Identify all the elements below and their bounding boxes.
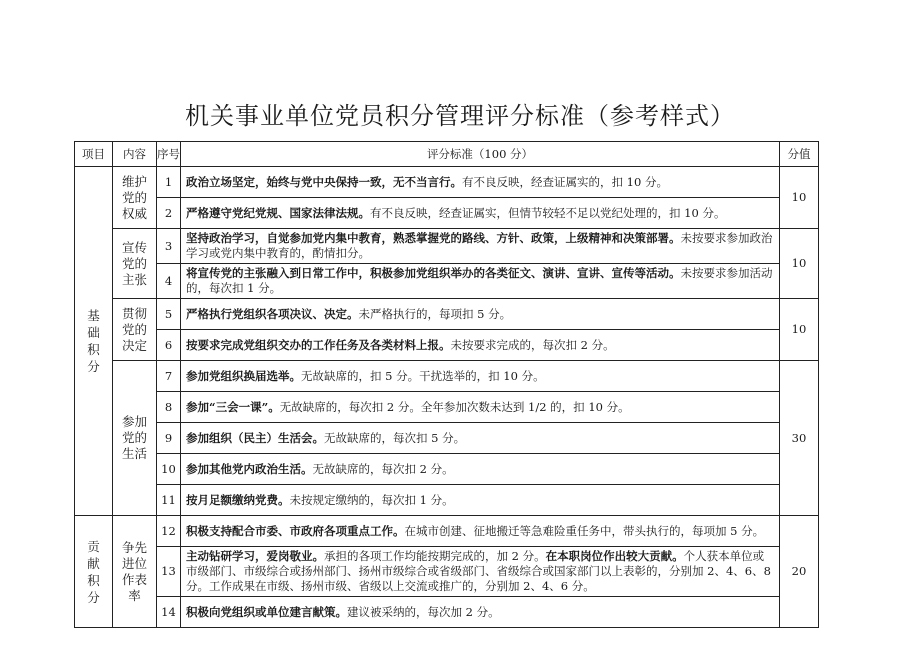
header-row bbox=[75, 142, 819, 167]
row-standard: 按月足额缴纳党费。未按规定缴纳的，每次扣 1 分。 bbox=[181, 485, 780, 516]
table-row bbox=[75, 423, 819, 454]
row-number: 5 bbox=[157, 299, 181, 330]
group-score: 10 bbox=[780, 299, 819, 361]
header-number: 序号 bbox=[157, 142, 181, 167]
group-score: 30 bbox=[780, 361, 819, 516]
row-standard: 参加“三会一课”。无故缺席的，每次扣 2 分。全年参加次数未达到 1/2 的，扣 10 分。 bbox=[181, 392, 780, 423]
group-cell bbox=[113, 229, 157, 299]
row-standard: 政治立场坚定，始终与党中央保持一致，无不当言行。有不良反映，经查证属实的，扣 10 分。 bbox=[181, 167, 780, 198]
table-row bbox=[75, 198, 819, 229]
row-number: 2 bbox=[157, 198, 181, 229]
row-standard: 参加党组织换届选举。无故缺席的，扣 5 分。干扰选举的，扣 10 分。 bbox=[181, 361, 780, 392]
table-row bbox=[75, 485, 819, 516]
row-standard: 积极支持配合市委、市政府各项重点工作。在城市创建、征地搬迁等急难险重任务中，带头执行的，每项加 5 分。 bbox=[181, 516, 780, 547]
row-number: 9 bbox=[157, 423, 181, 454]
page-title: 机关事业单位党员积分管理评分标准（参考样式） bbox=[185, 102, 735, 130]
header-standard: 评分标准（100 分） bbox=[181, 142, 780, 167]
table-row bbox=[75, 392, 819, 423]
table-row bbox=[75, 330, 819, 361]
row-number: 1 bbox=[157, 167, 181, 198]
row-number: 12 bbox=[157, 516, 181, 547]
header-content: 内容 bbox=[113, 142, 157, 167]
group-exemplary: 争先进位作表率 bbox=[121, 539, 147, 603]
header-score: 分值 bbox=[780, 142, 819, 167]
scoring-table bbox=[74, 141, 819, 628]
group-score: 20 bbox=[780, 516, 819, 628]
row-standard: 按要求完成党组织交办的工作任务及各类材料上报。未按要求完成的，每次扣 2 分。 bbox=[181, 330, 780, 361]
group-authority: 维护党的权威 bbox=[121, 173, 147, 221]
row-number: 14 bbox=[157, 597, 181, 628]
row-standard: 严格遵守党纪党规、国家法律法规。有不良反映，经查证属实，但情节较轻不足以党纪处理的，扣 10 分。 bbox=[181, 198, 780, 229]
group-score: 10 bbox=[780, 229, 819, 299]
table-row bbox=[75, 597, 819, 628]
row-number: 8 bbox=[157, 392, 181, 423]
table-row bbox=[75, 547, 819, 597]
row-number: 7 bbox=[157, 361, 181, 392]
row-number: 4 bbox=[157, 264, 181, 299]
category-cell bbox=[75, 167, 113, 516]
row-standard: 坚持政治学习，自觉参加党内集中教育，熟悉掌握党的路线、方针、政策，上级精神和决策部署。未按要求参加政治学习或党内集中教育的，酌情扣分。 bbox=[181, 229, 780, 264]
table-row bbox=[75, 229, 819, 264]
group-cell bbox=[113, 167, 157, 229]
row-standard: 主动钻研学习，爱岗敬业。承担的各项工作均能按期完成的，加 2 分。在本职岗位作出较大贡献。个人获本单位或市级部门、市级综合或扬州部门、扬州市级综合或省级部门、省级综合或国家部门以上表彰的，分别加 2、4、6、8 分。工作成果在市级、扬州市级、省级以上交流或推广的，分别加 2、4、6 分。 bbox=[181, 547, 780, 597]
row-number: 13 bbox=[157, 547, 181, 597]
row-number: 3 bbox=[157, 229, 181, 264]
row-standard: 积极向党组织或单位建言献策。建议被采纳的，每次加 2 分。 bbox=[181, 597, 780, 628]
row-standard: 严格执行党组织各项决议、决定。未严格执行的，每项扣 5 分。 bbox=[181, 299, 780, 330]
header-project: 项目 bbox=[75, 142, 113, 167]
row-standard: 参加其他党内政治生活。无故缺席的，每次扣 2 分。 bbox=[181, 454, 780, 485]
table-row bbox=[75, 299, 819, 330]
category-basic: 基础积分 bbox=[87, 308, 100, 374]
row-number: 10 bbox=[157, 454, 181, 485]
group-cell bbox=[113, 516, 157, 628]
category-cell bbox=[75, 516, 113, 628]
table-row bbox=[75, 454, 819, 485]
group-cell bbox=[113, 299, 157, 361]
category-contribution: 贡献积分 bbox=[87, 538, 100, 605]
table-row bbox=[75, 516, 819, 547]
group-implement: 贯彻党的决定 bbox=[121, 305, 147, 353]
row-number: 6 bbox=[157, 330, 181, 361]
table-row bbox=[75, 361, 819, 392]
group-score: 10 bbox=[780, 167, 819, 229]
row-standard: 参加组织（民主）生活会。无故缺席的，每次扣 5 分。 bbox=[181, 423, 780, 454]
row-standard: 将宣传党的主张融入到日常工作中，积极参加党组织举办的各类征文、演讲、宣讲、宣传等活动。未按要求参加活动的，每次扣 1 分。 bbox=[181, 264, 780, 299]
group-cell bbox=[113, 361, 157, 516]
table-row bbox=[75, 264, 819, 299]
group-party-life: 参加党的生活 bbox=[121, 414, 147, 461]
table-row bbox=[75, 167, 819, 198]
row-number: 11 bbox=[157, 485, 181, 516]
group-propaganda: 宣传党的主张 bbox=[121, 239, 147, 287]
